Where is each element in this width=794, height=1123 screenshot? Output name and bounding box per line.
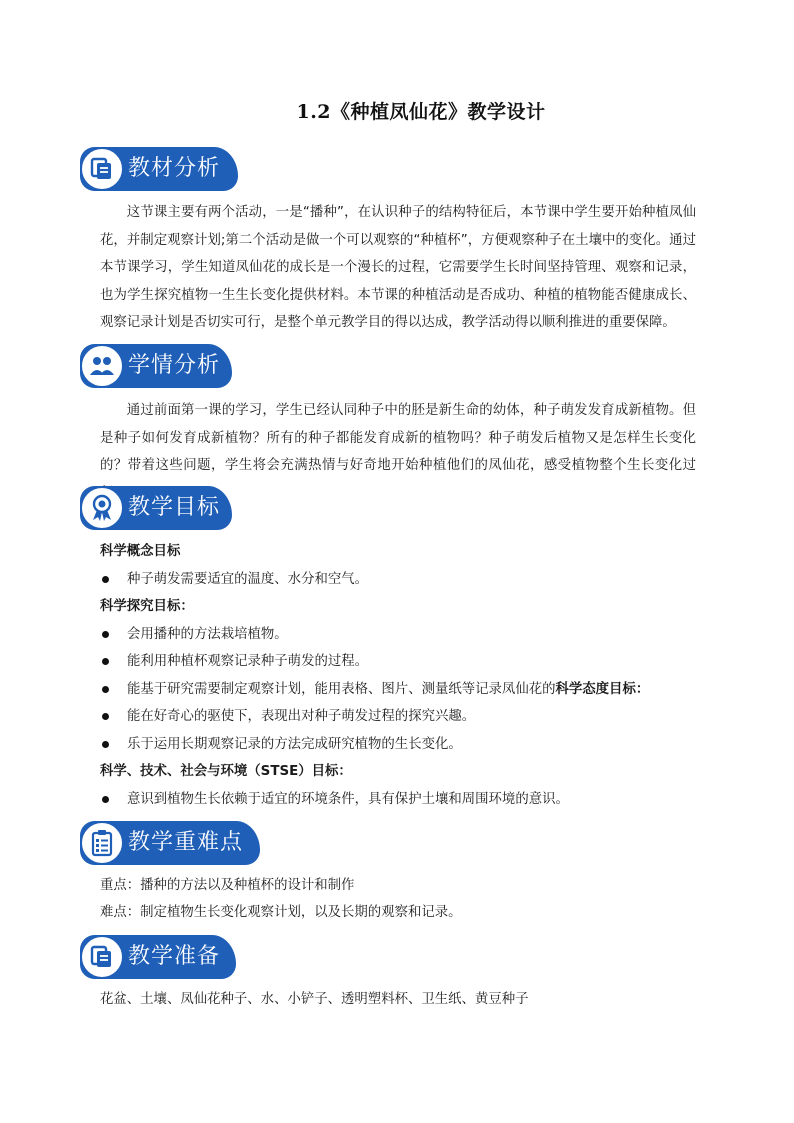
difficult-point-text: 难点：制定植物生长变化观察计划，以及长期的观察和记录。 — [100, 905, 462, 920]
inquiry-goal-heading: 科学探究目标： — [100, 599, 194, 614]
section-title-prep: 教学准备 — [128, 944, 221, 969]
attitude-goal-heading: 科学态度目标： — [555, 681, 650, 697]
section-header-prep — [80, 935, 280, 979]
material-analysis-text: 这节课主要有两个活动，一是“播种”，在认识种子的结构特征后，本节课中学生要开始种植凤仙花，并制定观察计划;第二个活动是做一个可以观察的“种植杯”，方便观察种子在土壤中的变化。通过本节课学习，学生知道凤仙花的成长是一个漫长的过程，它需要学生长时间坚持管理、观察和记录，也为学生探究植物一生生长变化提供材料。本节课的种植活动是否成功、种植的植物能否健康成长、观察记录计划是否切实可行，是整个单元教学目的得以达成，教学活动得以顺利推进的重要保障。 — [100, 205, 696, 330]
section-title-goals: 教学目标 — [128, 495, 221, 520]
section-header-student — [80, 344, 280, 388]
document-title: 1.2《种植凤仙花》教学设计 — [296, 101, 546, 123]
list-item: 能在好奇心的驱使下，表现出对种子萌发过程的探究兴趣。 — [100, 703, 720, 731]
documents-icon — [80, 935, 124, 979]
section-title-student: 学情分析 — [128, 353, 221, 378]
section-header-material — [80, 147, 280, 191]
bullet-icon — [102, 796, 109, 803]
bullet-icon — [102, 713, 109, 720]
list-item: 种子萌发需要适宜的温度、水分和空气。 — [100, 566, 720, 594]
bullet-icon — [102, 741, 109, 748]
list-item: 能基于研究需要制定观察计划，能用表格、图片、测量纸等记录凤仙花的科学态度目标： — [100, 676, 720, 704]
student-analysis-text: 通过前面第一课的学习，学生已经认同种子中的胚是新生命的幼体，种子萌发发育成新植物。但是种子如何发育成新植物？所有的种子都能发育成新的植物吗？种子萌发后植物又是怎样生长变化的？带着这些问题，学生将会充满热情与好奇地开始种植他们的凤仙花，感受植物整个生长变化过 — [100, 403, 696, 473]
students-icon — [80, 344, 124, 388]
documents-icon — [80, 147, 124, 191]
section-header-key-points — [80, 821, 280, 865]
list-item: 意识到植物生长依赖于适宜的环境条件，具有保护土壤和周围环境的意识。 — [100, 786, 720, 814]
stse-goal-heading: 科学、技术、社会与环境（STSE）目标： — [100, 764, 352, 779]
bullet-icon — [102, 658, 109, 665]
section-title-key-points: 教学重难点 — [128, 830, 244, 855]
award-ribbon-icon — [80, 486, 124, 530]
section-title-material: 教材分析 — [128, 156, 221, 181]
list-item: 会用播种的方法栽培植物。 — [100, 621, 720, 649]
bullet-icon — [102, 631, 109, 638]
section-header-goals — [80, 486, 280, 530]
concept-goal-heading: 科学概念目标 — [100, 544, 181, 559]
preparation-text: 花盆、土壤、凤仙花种子、水、小铲子、透明塑料杯、卫生纸、黄豆种子 — [100, 992, 529, 1007]
list-item: 能利用种植杯观察记录种子萌发的过程。 — [100, 648, 720, 676]
checklist-icon — [80, 821, 124, 865]
bullet-icon — [102, 686, 109, 693]
key-point-text: 重点：播种的方法以及种植杯的设计和制作 — [100, 878, 355, 893]
bullet-icon — [102, 576, 109, 583]
list-item: 乐于运用长期观察记录的方法完成研究植物的生长变化。 — [100, 731, 720, 759]
goals-list — [100, 538, 720, 813]
